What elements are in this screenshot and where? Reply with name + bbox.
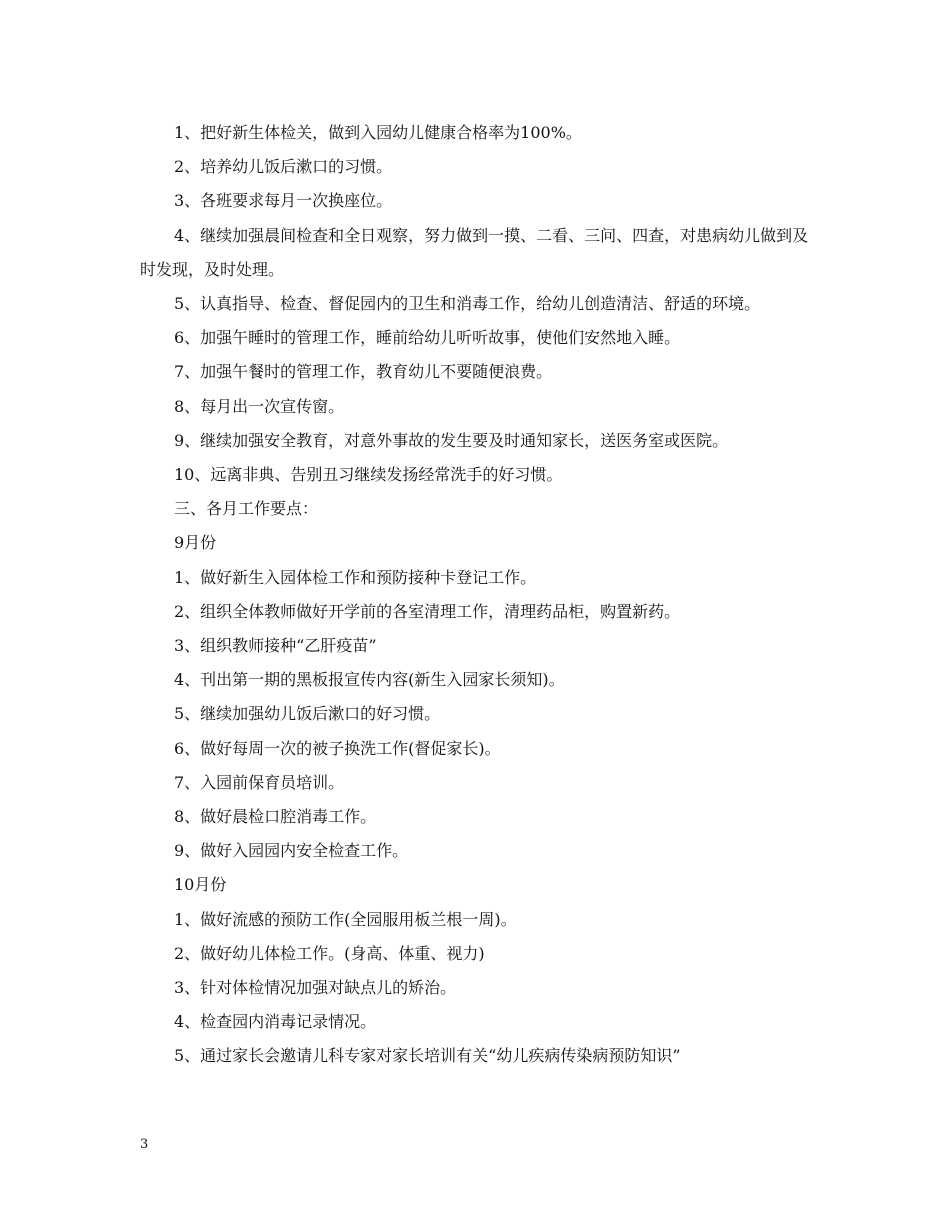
paragraph: 8、每月出一次宣传窗。 [174,396,345,416]
paragraph: 2、组织全体教师做好开学前的各室清理工作，清理药品柜，购置新药。 [174,601,681,621]
paragraph: 7、入园前保育员培训。 [174,772,345,792]
paragraph: 9、做好入园园内安全检查工作。 [174,841,409,861]
paragraph: 1、把好新生体检关，做到入园幼儿健康合格率为100%。 [174,123,582,142]
paragraph: 1、做好新生入园体检工作和预防接种卡登记工作。 [174,567,537,587]
paragraph: 10、远离非典、告别丑习继续发扬经常洗手的好习惯。 [174,465,563,485]
document-body [140,116,812,1074]
paragraph: 5、认真指导、检查、督促园内的卫生和消毒工作，给幼儿创造清洁、舒适的环境。 [174,294,761,314]
month-heading: 9月份 [174,533,217,553]
paragraph: 3、组织教师接种“乙肝疫苗” [174,636,377,656]
paragraph: 5、继续加强幼儿饭后漱口的好习惯。 [174,704,441,724]
paragraph: 3、各班要求每月一次换座位。 [174,191,393,211]
section-heading: 三、各月工作要点： [174,499,319,519]
month-heading: 10月份 [174,875,227,895]
paragraph: 4、继续加强晨间检查和全日观察，努力做到一摸、二看、三问、四查，对患病幼儿做到及时发现，及时处理。 [140,225,809,279]
paragraph: 1、做好流感的预防工作(全园服用板兰根一周)。 [174,909,517,929]
paragraph: 6、加强午睡时的管理工作，睡前给幼儿听听故事，使他们安然地入睡。 [174,328,681,348]
paragraph: 7、加强午餐时的管理工作，教育幼儿不要随便浪费。 [174,362,553,382]
paragraph: 9、继续加强安全教育，对意外事故的发生要及时通知家长，送医务室或医院。 [174,430,729,450]
paragraph: 6、做好每周一次的被子换洗工作(督促家长)。 [174,738,501,758]
page-number: 3 [140,1137,149,1152]
paragraph: 5、通过家长会邀请儿科专家对家长培训有关“幼儿疾病传染病预防知识” [174,1046,681,1066]
paragraph: 3、针对体检情况加强对缺点儿的矫治。 [174,978,457,998]
paragraph: 4、刊出第一期的黑板报宣传内容(新生入园家长须知)。 [174,670,565,690]
paragraph: 4、检查园内消毒记录情况。 [174,1012,377,1032]
paragraph: 2、培养幼儿饭后漱口的习惯。 [174,157,393,177]
paragraph: 2、做好幼儿体检工作。(身高、体重、视力) [174,943,485,963]
paragraph: 8、做好晨检口腔消毒工作。 [174,807,377,827]
